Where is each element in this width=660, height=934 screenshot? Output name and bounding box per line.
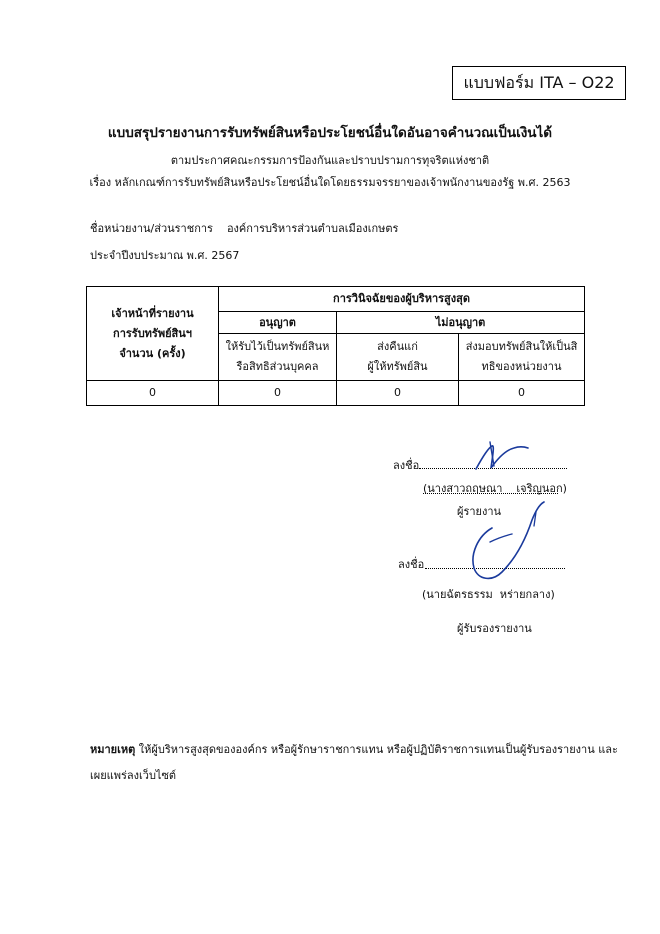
signature-2-image: [460, 498, 550, 584]
agency-value: องค์การบริหารส่วนตำบลเมืองเกษตร: [226, 222, 399, 235]
footnote: [90, 737, 630, 789]
signature-1-label: ลงชื่อ: [393, 459, 420, 472]
value-returned: 0: [337, 381, 459, 406]
form-code: แบบฟอร์ม ITA – O22: [463, 72, 615, 92]
reports-count-header-line-2: การรับทรัพย์สินฯ: [113, 326, 192, 340]
transfer-subheader-line-2: ทธิของหน่วยงาน: [481, 360, 562, 373]
reports-count-header-line-3: จำนวน (ครั้ง): [119, 346, 186, 360]
signature-2-role: ผู้รับรองรายงาน: [457, 622, 532, 635]
decision-header: การวินิจฉัยของผู้บริหารสูงสุด: [219, 287, 585, 312]
form-code-box: [452, 66, 626, 100]
transfer-subheader-line-1: ส่งมอบทรัพย์สินให้เป็นสิ: [465, 340, 578, 353]
allow-subheader: [219, 334, 337, 381]
value-reports: 0: [87, 381, 219, 406]
return-subheader-line-1: ส่งคืนแก่: [377, 340, 418, 353]
fiscal-year: ประจำปีงบประมาณ พ.ศ. 2567: [90, 249, 240, 262]
signature-1-image: [470, 436, 530, 472]
transfer-subheader: [459, 334, 585, 381]
allow-subheader-line-1: ให้รับไว้เป็นทรัพย์สินห: [225, 340, 330, 353]
agency-line: [90, 219, 398, 237]
return-subheader-line-2: ผู้ให้ทรัพย์สิน: [367, 360, 428, 373]
reports-count-header: [87, 287, 219, 381]
allow-header: อนุญาต: [219, 312, 337, 334]
document-title: แบบสรุปรายงานการรับทรัพย์สินหรือประโยชน์อื่นใดอันอาจคำนวณเป็นเงินได้: [107, 125, 553, 141]
signature-2-name: (นายฉัตรธรรม หร่ายกลาง): [422, 588, 555, 601]
document-subtitle-1: ตามประกาศคณะกรรมการป้องกันและปราบปรามการทุจริตแห่งชาติ: [170, 154, 490, 167]
reports-count-header-line-1: เจ้าหน้าที่รายงาน: [111, 306, 194, 320]
signature-1-name-underline: [423, 492, 558, 494]
return-subheader: [337, 334, 459, 381]
signature-2-label: ลงชื่อ: [398, 558, 425, 571]
document-subtitle-2: เรื่อง หลักเกณฑ์การรับทรัพย์สินหรือประโยชน์อื่นใดโดยธรรมจรรยาของเจ้าพนักงานของรัฐ พ.ศ. 2563: [89, 176, 571, 189]
value-transferred: 0: [459, 381, 585, 406]
footnote-label: หมายเหตุ: [90, 743, 136, 756]
footnote-text: ให้ผู้บริหารสูงสุดขององค์กร หรือผู้รักษาราชการแทน หรือผู้ปฏิบัติราชการแทนเป็นผู้รับรองรายงาน และเผยแพร่ลงเว็บไซต์: [90, 743, 618, 782]
allow-subheader-line-2: รือสิทธิส่วนบุคคล: [236, 360, 319, 373]
deny-header: ไม่อนุญาต: [337, 312, 585, 334]
value-allowed: 0: [219, 381, 337, 406]
agency-label: ชื่อหน่วยงาน/ส่วนราชการ: [90, 222, 213, 235]
report-table: [86, 286, 585, 406]
signature-1-role: ผู้รายงาน: [457, 505, 502, 518]
signature-1-name: (นางสาวถฤษณา เจริญนอก): [423, 482, 567, 495]
